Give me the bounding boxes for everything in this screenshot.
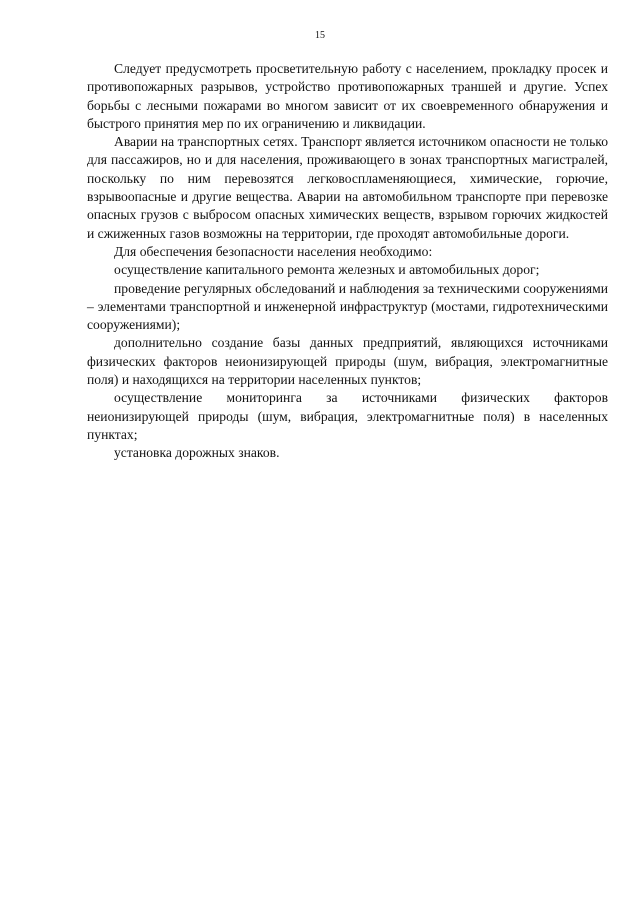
list-item-monitoring: осуществление мониторинга за источниками физических факторов неионизирующей природы (шум, вибрация, электромагнитные поля) в населенных пунктах; [87,390,608,442]
paragraph-safety-intro: Для обеспечения безопасности населения необходимо: [114,243,433,259]
list-item-inspections: проведение регулярных обследований и наблюдения за техническими сооружениями – элементами транспортной и инженерной инфраструктур (мостами, гидротехническими сооружениями); [87,280,608,333]
paragraph-transport-accidents: Аварии на транспортных сетях. Транспорт является источником опасности не только для пассажиров, но и для населения, проживающего в зонах транспортных магистралей, поскольку по ним перевозятся легковоспламеняющиеся, химические, горючие, взрывоопасные и другие вещества. Аварии на автомобильном транспорте при перевозке опасных грузов с выбросом опасных химических веществ, взрывом горючих жидкостей и сжиженных газов возможны на территории, где проходят автомобильные дороги. [87,134,608,241]
list-item-database: дополнительно создание базы данных предприятий, являющихся источниками физических факторов неионизирующей природы (шум, вибрация, электромагнитные поля) и находящихся на территории населенных пунктов; [87,335,608,388]
list-item-road-signs: установка дорожных знаков. [114,445,280,461]
paragraph-forest-fires: Следует предусмотреть просветительную работу с населением, прокладку просек и противопожарных разрывов, устройство противопожарных траншей и другие. Успех борьбы с лесными пожарами во многом зависит от их своевременного обнаружения и быстрого принятия мер по их ограничению и ликвидации. [87,61,608,131]
page-number: 15 [315,30,325,41]
list-item-road-repair: осуществление капитального ремонта железных и автомобильных дорог; [114,262,540,278]
document-body [87,60,608,463]
